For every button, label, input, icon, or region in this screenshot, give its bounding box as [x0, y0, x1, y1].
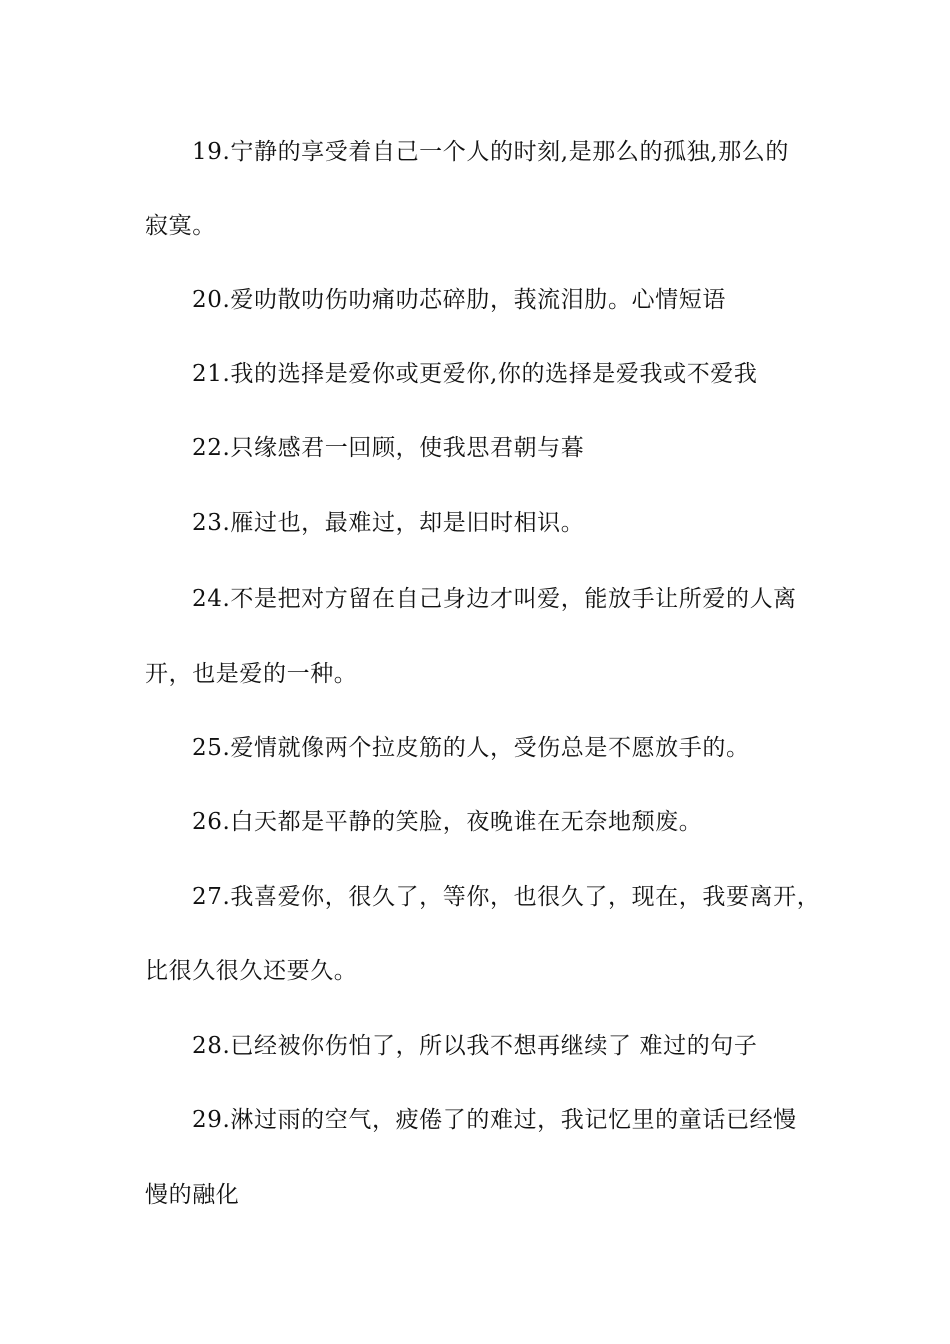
paragraph-19-line-2: 寂寞。 — [145, 213, 216, 239]
paragraph-24-line-1: 24.不是把对方留在自己身边才叫爱，能放手让所爱的人离 — [192, 586, 797, 612]
paragraph-22: 22.只缘感君一回顾，使我思君朝与暮 — [192, 435, 585, 461]
paragraph-29-line-2: 慢的融化 — [145, 1182, 240, 1208]
paragraph-21: 21.我的选择是爱你或更爱你,你的选择是爱我或不爱我 — [192, 361, 758, 387]
paragraph-24-line-2: 开，也是爱的一种。 — [145, 661, 358, 687]
paragraph-25: 25.爱情就像两个拉皮筋的人，受伤总是不愿放手的。 — [192, 735, 750, 761]
paragraph-19-line-1: 19.宁静的享受着自己一个人的时刻,是那么的孤独,那么的 — [192, 139, 789, 165]
paragraph-27-line-1: 27.我喜爱你，很久了，等你，也很久了，现在，我要离开， — [192, 884, 821, 910]
paragraph-28: 28.已经被你伤怕了，所以我不想再继续了 难过的句子 — [192, 1033, 758, 1059]
paragraph-29-line-1: 29.淋过雨的空气，疲倦了的难过，我记忆里的童话已经慢 — [192, 1107, 797, 1133]
paragraph-20: 20.爱叻散叻伤叻痛叻芯碎肋，莪流泪肋。心情短语 — [192, 287, 726, 313]
paragraph-26: 26.白天都是平静的笑脸，夜晚谁在无奈地颓废。 — [192, 809, 703, 835]
paragraph-23: 23.雁过也，最难过，却是旧时相识。 — [192, 510, 585, 536]
paragraph-27-line-2: 比很久很久还要久。 — [145, 958, 358, 984]
